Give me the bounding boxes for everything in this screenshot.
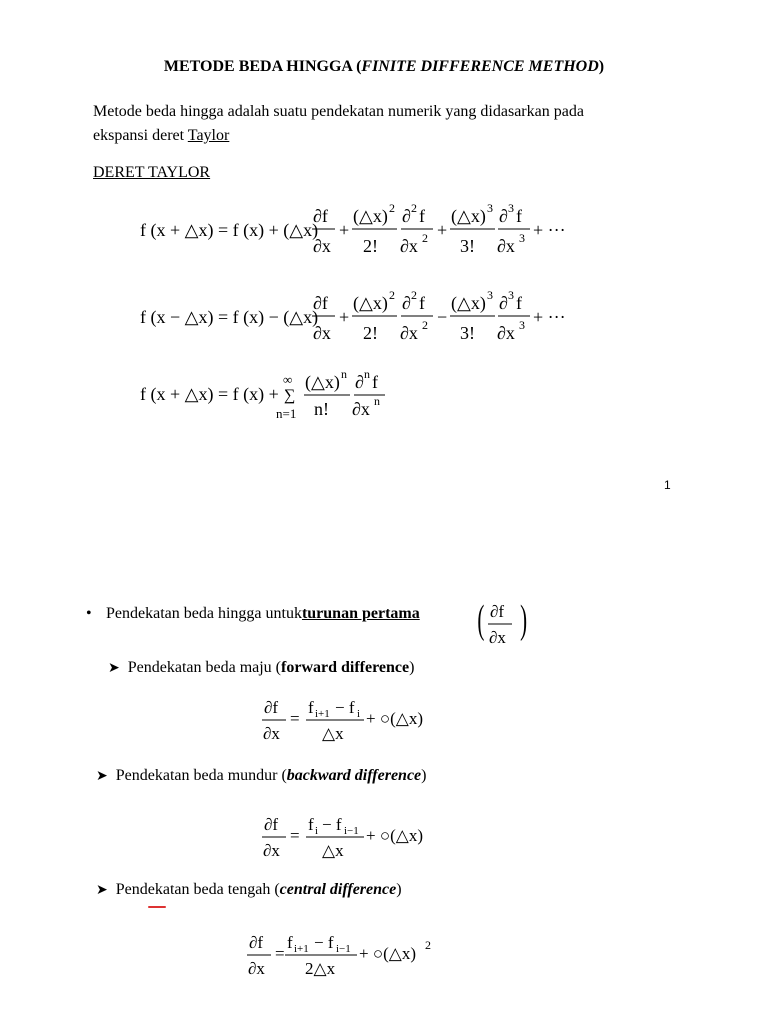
svg-text:∂: ∂ bbox=[499, 293, 508, 313]
svg-text:∂f: ∂f bbox=[264, 815, 279, 834]
svg-text:∂x: ∂x bbox=[313, 323, 331, 343]
svg-text:i: i bbox=[315, 825, 319, 837]
intro-line-2: ekspansi deret Taylor bbox=[93, 127, 230, 144]
svg-text:∂: ∂ bbox=[402, 293, 411, 313]
svg-text:+ ···: + ··· bbox=[533, 307, 566, 327]
svg-text:3: 3 bbox=[508, 288, 514, 302]
svg-text:∂: ∂ bbox=[402, 206, 411, 226]
svg-text:(△x): (△x) bbox=[353, 293, 388, 313]
central-difference-term: central difference bbox=[279, 881, 397, 898]
taylor-link: Taylor bbox=[187, 127, 230, 144]
svg-text:− f: − f bbox=[335, 698, 355, 717]
page-number: 1 bbox=[664, 478, 671, 492]
svg-text:3: 3 bbox=[519, 231, 525, 245]
svg-text:i+1: i+1 bbox=[315, 708, 330, 720]
arrowhead-icon: ➤ bbox=[108, 660, 120, 676]
svg-text:3: 3 bbox=[519, 318, 525, 332]
svg-text:+ ○(△x): + ○(△x) bbox=[366, 709, 424, 728]
svg-text:∂f: ∂f bbox=[249, 933, 264, 952]
svg-text:∂x: ∂x bbox=[352, 399, 370, 419]
svg-text:i−1: i−1 bbox=[336, 943, 351, 955]
svg-text:∂: ∂ bbox=[499, 206, 508, 226]
svg-text:=: = bbox=[290, 709, 300, 728]
svg-text:∂x: ∂x bbox=[497, 236, 515, 256]
svg-text:f: f bbox=[372, 372, 378, 392]
svg-text:=: = bbox=[290, 826, 300, 845]
svg-text:f: f bbox=[516, 206, 522, 226]
svg-text:2: 2 bbox=[411, 288, 417, 302]
svg-text:∂x: ∂x bbox=[400, 323, 418, 343]
svg-text:+: + bbox=[339, 307, 350, 327]
taylor-series-equation bbox=[135, 368, 435, 428]
svg-text:): ) bbox=[520, 596, 528, 642]
svg-text:∂f: ∂f bbox=[313, 206, 328, 226]
svg-text:f: f bbox=[287, 933, 293, 952]
backward-difference-term: backward difference bbox=[286, 767, 422, 784]
svg-text:∂x: ∂x bbox=[263, 724, 280, 743]
svg-text:+ ···: + ··· bbox=[533, 220, 566, 240]
svg-text:3: 3 bbox=[487, 201, 493, 215]
svg-text:2: 2 bbox=[389, 201, 395, 215]
taylor-backward-equation bbox=[135, 285, 575, 351]
svg-text:f (x + △x) = f (x) + (△x): f (x + △x) = f (x) + (△x) bbox=[140, 220, 319, 240]
svg-text:− f: − f bbox=[314, 933, 334, 952]
svg-text:2: 2 bbox=[422, 318, 428, 332]
intro-paragraph bbox=[93, 100, 693, 148]
forward-difference-term: forward difference bbox=[281, 659, 410, 676]
svg-text:f: f bbox=[308, 698, 314, 717]
svg-text:f: f bbox=[308, 815, 314, 834]
backward-difference-item: ➤ Pendekatan beda mundur ( backward difference ) bbox=[96, 767, 427, 784]
svg-text:2!: 2! bbox=[363, 236, 378, 256]
section-heading: DERET TAYLOR bbox=[93, 164, 211, 181]
svg-text:i+1: i+1 bbox=[294, 943, 309, 955]
spellcheck-underline bbox=[148, 906, 166, 908]
svg-text:f: f bbox=[419, 206, 425, 226]
svg-text:=: = bbox=[275, 944, 285, 963]
svg-text:n: n bbox=[341, 367, 347, 381]
svg-text:(△x): (△x) bbox=[451, 293, 486, 313]
svg-text:2△x: 2△x bbox=[305, 959, 336, 978]
intro-line-1: Metode beda hingga adalah suatu pendekatan numerik yang didasarkan pada bbox=[93, 103, 584, 120]
svg-text:(△x): (△x) bbox=[451, 206, 486, 226]
svg-text:2: 2 bbox=[425, 938, 431, 952]
svg-text:f: f bbox=[516, 293, 522, 313]
title-italic: FINITE DIFFERENCE METHOD bbox=[361, 58, 599, 75]
svg-text:n=1: n=1 bbox=[276, 406, 297, 421]
svg-text:+: + bbox=[437, 220, 448, 240]
svg-text:∂f: ∂f bbox=[264, 698, 279, 717]
svg-text:∞: ∞ bbox=[283, 372, 293, 387]
svg-text:−: − bbox=[437, 307, 448, 327]
bullet-dot-icon: • bbox=[86, 605, 92, 622]
svg-text:∂f: ∂f bbox=[313, 293, 328, 313]
svg-text:∂f: ∂f bbox=[490, 602, 505, 621]
svg-text:3: 3 bbox=[508, 201, 514, 215]
backward-difference-formula bbox=[260, 812, 440, 862]
svg-text:f: f bbox=[419, 293, 425, 313]
svg-text:△x: △x bbox=[322, 724, 344, 743]
svg-text:n: n bbox=[364, 367, 370, 381]
svg-text:2: 2 bbox=[422, 231, 428, 245]
svg-text:(△x): (△x) bbox=[305, 372, 340, 392]
svg-text:3!: 3! bbox=[460, 236, 475, 256]
first-derivative-term: turunan pertama bbox=[301, 605, 420, 622]
svg-text:∂x: ∂x bbox=[489, 628, 506, 647]
svg-text:∂x: ∂x bbox=[313, 236, 331, 256]
svg-text:2!: 2! bbox=[363, 323, 378, 343]
svg-text:∑: ∑ bbox=[284, 387, 296, 404]
forward-difference-formula bbox=[260, 695, 440, 745]
forward-difference-item: ➤ Pendekatan beda maju ( forward difference ) bbox=[108, 659, 415, 676]
svg-text:2: 2 bbox=[411, 201, 417, 215]
svg-text:i−1: i−1 bbox=[344, 825, 359, 837]
bullet-item: • Pendekatan beda hingga untuk turunan pertama bbox=[86, 605, 420, 622]
central-difference-item: ➤ Pendekatan beda tengah ( central difference ) bbox=[96, 881, 402, 898]
svg-text:∂x: ∂x bbox=[400, 236, 418, 256]
arrowhead-icon: ➤ bbox=[96, 768, 108, 784]
svg-text:△x: △x bbox=[322, 841, 344, 860]
svg-text:∂: ∂ bbox=[355, 372, 364, 392]
svg-text:f (x − △x) = f (x) − (△x): f (x − △x) = f (x) − (△x) bbox=[140, 307, 319, 327]
arrowhead-icon: ➤ bbox=[96, 882, 108, 898]
first-derivative-expression bbox=[476, 596, 528, 651]
svg-text:i: i bbox=[357, 708, 361, 720]
svg-text:n!: n! bbox=[314, 399, 329, 419]
svg-text:− f: − f bbox=[322, 815, 342, 834]
svg-text:n: n bbox=[374, 394, 380, 408]
svg-text:3: 3 bbox=[487, 288, 493, 302]
svg-text:∂x: ∂x bbox=[263, 841, 280, 860]
page-title: METODE BEDA HINGGA (FINITE DIFFERENCE METHOD) bbox=[163, 58, 605, 75]
svg-text:∂x: ∂x bbox=[497, 323, 515, 343]
svg-text:(: ( bbox=[477, 596, 485, 642]
svg-text:(△x): (△x) bbox=[353, 206, 388, 226]
svg-text:+ ○(△x): + ○(△x) bbox=[359, 944, 417, 963]
svg-text:3!: 3! bbox=[460, 323, 475, 343]
svg-text:2: 2 bbox=[389, 288, 395, 302]
central-difference-formula bbox=[245, 930, 445, 980]
svg-text:+ ○(△x): + ○(△x) bbox=[366, 826, 424, 845]
svg-text:∂x: ∂x bbox=[248, 959, 265, 978]
svg-text:+: + bbox=[339, 220, 350, 240]
svg-text:f (x + △x) = f (x) +: f (x + △x) = f (x) + bbox=[140, 384, 279, 404]
taylor-forward-equation bbox=[135, 198, 575, 264]
